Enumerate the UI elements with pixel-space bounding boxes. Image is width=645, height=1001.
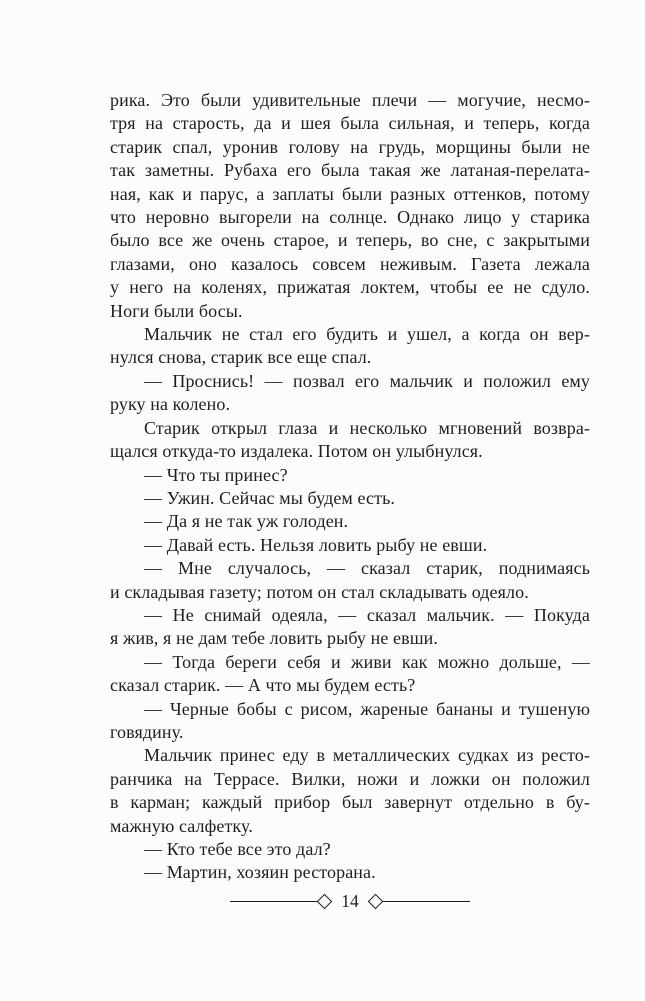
text-line: — Черные бобы с рисом, жареные бананы и тушеную <box>144 698 590 719</box>
footer-rule-right <box>383 901 470 902</box>
diamond-ornament-right-icon <box>367 893 383 909</box>
text-line: говядину. <box>110 721 184 742</box>
text-line: руку на колено. <box>110 394 231 415</box>
text-line: ная, как и парус, а заплаты были разных оттенков, потому <box>110 183 590 204</box>
text-line: — Мартин, хозяин ресторана. <box>144 862 376 883</box>
text-line: глазами, оно казалось совсем неживым. Газета лежала <box>110 253 590 274</box>
text-line: нулся снова, старик все еще спал. <box>110 347 372 368</box>
text-line: — Мне случалось, — сказал старик, поднимаясь <box>144 558 590 579</box>
text-line: Мальчик принес еду в металлических судках из ресто- <box>144 745 590 766</box>
text-line: щался откуда-то издалека. Потом он улыбнулся. <box>110 441 483 462</box>
text-line: — Да я не так уж голоден. <box>144 511 349 532</box>
text-line: тря на старость, да и шея была сильная, и теперь, когда <box>110 113 590 134</box>
text-line: у него на коленях, прижатая локтем, чтобы ее не сдуло. <box>110 277 590 298</box>
text-line: — Тогда береги себя и живи как можно дольше, — <box>144 651 590 672</box>
page-text <box>110 89 590 885</box>
text-line: рика. Это были удивительные плечи — могучие, несмо- <box>110 90 590 110</box>
text-line: что неровно выгорели на солнце. Однако лицо у старика <box>110 207 590 228</box>
text-line: Мальчик не стал его будить и ушел, а когда он вер- <box>144 324 590 345</box>
text-line: — Ужин. Сейчас мы будем есть. <box>144 487 396 508</box>
text-line: Ноги были босы. <box>110 300 243 321</box>
text-line: Старик открыл глаза и несколько мгновений возвра- <box>144 417 590 438</box>
text-line: старик спал, уронив голову на грудь, морщины были не <box>110 136 590 157</box>
text-line: и складывая газету; потом он стал складывать одеяло. <box>110 581 529 602</box>
text-line: так заметны. Рубаха его была такая же латаная-перелата- <box>110 160 590 181</box>
text-line: было все же очень старое, и теперь, во сне, с закрытыми <box>110 230 590 251</box>
footer-rule-left <box>230 901 317 902</box>
text-line: ранчика на Террасе. Вилки, ножи и ложки он положил <box>110 768 590 789</box>
text-line: — Что ты принес? <box>144 464 288 485</box>
diamond-ornament-left-icon <box>317 893 333 909</box>
text-line: — Кто тебе все это дал? <box>144 839 331 859</box>
text-line: — Не снимай одеяла, — сказал мальчик. — Покуда <box>144 604 590 625</box>
text-line: — Давай есть. Нельзя ловить рыбу не евши. <box>144 534 488 555</box>
page-footer <box>110 892 590 910</box>
page-number: 14 <box>341 891 359 911</box>
text-line: сказал старик. — А что мы будем есть? <box>110 675 416 696</box>
text-line: — Проснись! — позвал его мальчик и положил ему <box>144 370 590 391</box>
text-line: мажную салфетку. <box>110 815 253 836</box>
text-line: я жив, я не дам тебе ловить рыбу не евши. <box>110 628 439 649</box>
text-line: в карман; каждый прибор был завернут отдельно в бу- <box>110 792 590 813</box>
